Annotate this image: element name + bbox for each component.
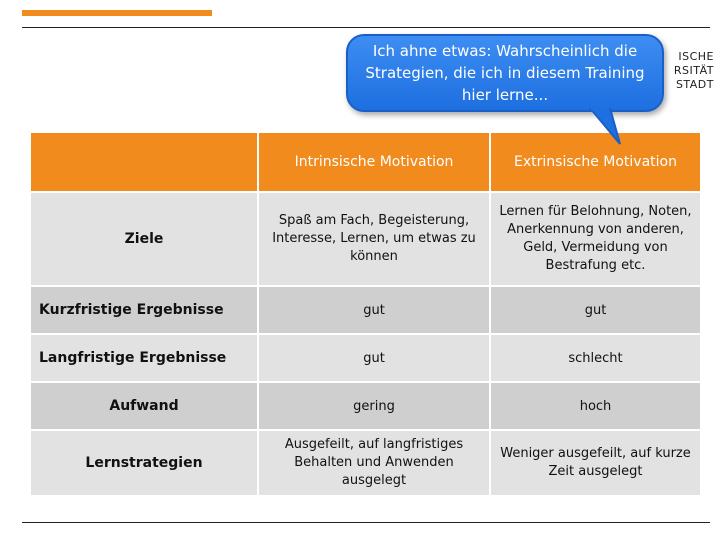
row-label: Kurzfristige Ergebnisse (31, 286, 258, 334)
speech-bubble-text: Ich ahne etwas: Wahrscheinlich die Strategien, die ich in diesem Training hier lerne... (365, 42, 645, 104)
row-label: Lernstrategien (31, 430, 258, 496)
speech-bubble (346, 34, 664, 112)
extrinsic-cell: gut (490, 286, 700, 334)
table-row (31, 286, 700, 334)
extrinsic-cell: Weniger ausgefeilt, auf kurze Zeit ausgelegt (490, 430, 700, 496)
row-label: Langfristige Ergebnisse (31, 334, 258, 382)
logo-line: RSITÄT (673, 64, 714, 77)
row-label: Aufwand (31, 382, 258, 430)
table-row (31, 334, 700, 382)
extrinsic-cell: Lernen für Belohnung, Noten, Anerkennung von anderen, Geld, Vermeidung von Bestrafung etc. (490, 192, 700, 286)
table-row (31, 430, 700, 496)
logo-line: ISCHE (678, 50, 714, 63)
extrinsic-cell: hoch (490, 382, 700, 430)
row-label: Ziele (31, 192, 258, 286)
intrinsic-cell: gut (258, 286, 490, 334)
header-intrinsic: Intrinsische Motivation (258, 133, 490, 192)
top-accent-bar (22, 10, 212, 16)
table-row (31, 192, 700, 286)
header-empty-cell (31, 133, 258, 192)
intrinsic-cell: gut (258, 334, 490, 382)
university-logo-text (674, 50, 714, 92)
table-row (31, 382, 700, 430)
bottom-divider (22, 522, 710, 523)
logo-line: STADT (675, 78, 714, 91)
intrinsic-cell: Ausgefeilt, auf langfristiges Behalten und Anwenden ausgelegt (258, 430, 490, 496)
intrinsic-cell: Spaß am Fach, Begeisterung, Interesse, Lernen, um etwas zu können (258, 192, 490, 286)
top-divider (22, 27, 710, 28)
speech-bubble-tail (588, 108, 628, 148)
header-extrinsic: Extrinsische Motivation (490, 133, 700, 192)
motivation-table (31, 133, 700, 497)
intrinsic-cell: gering (258, 382, 490, 430)
extrinsic-cell: schlecht (490, 334, 700, 382)
